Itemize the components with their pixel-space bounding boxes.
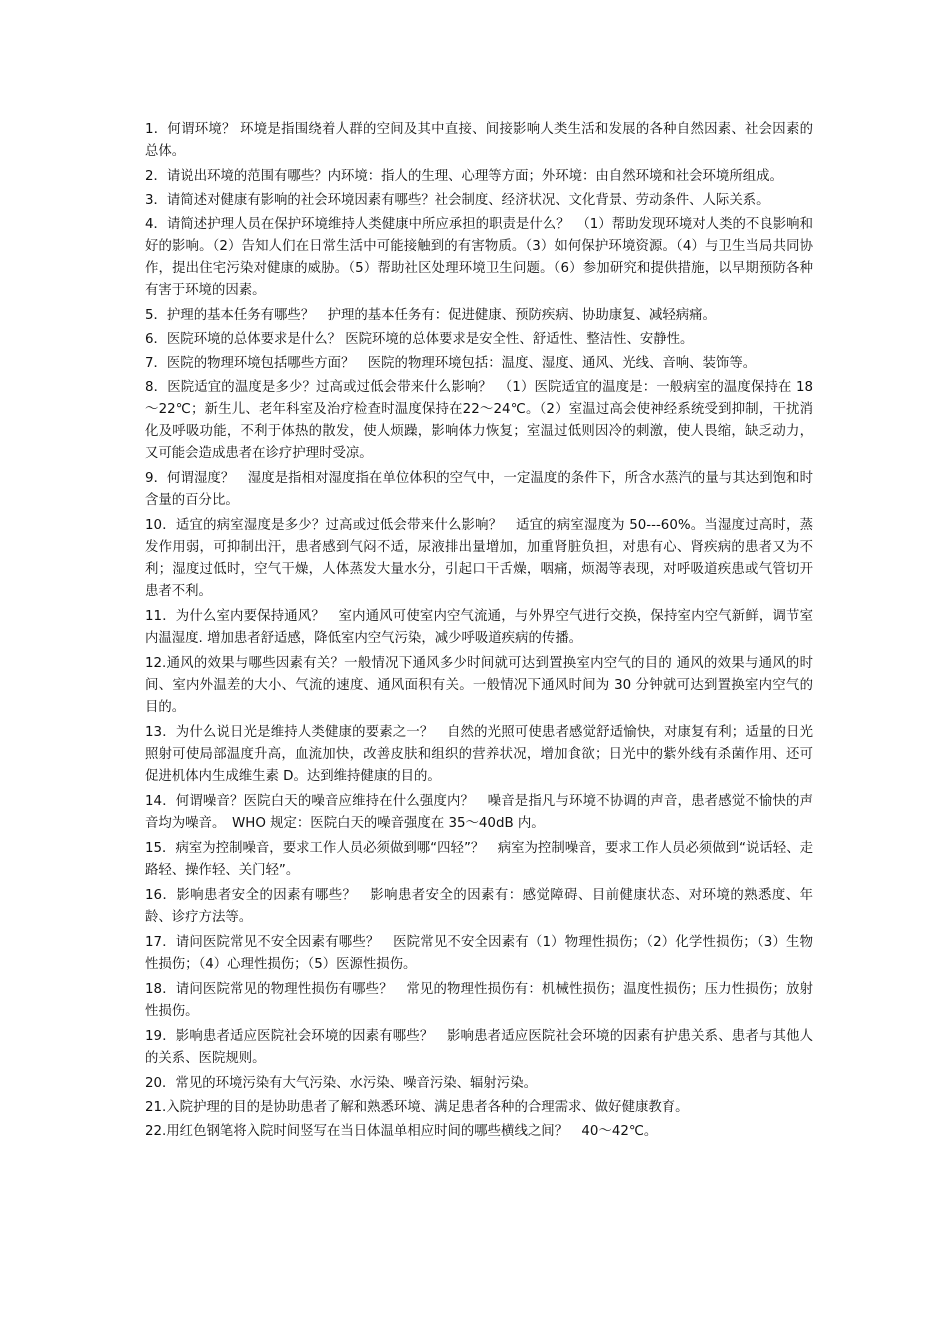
qa-item-8: 8．医院适宜的温度是多少？过高或过低会带来什么影响？ （1）医院适宜的温度是：一般病室的温度保持在 18～22℃；新生儿、老年科室及治疗检查时温度保持在22～24℃。（2）室温过高会使神经系统受到抑制，干扰消化及呼吸功能，不利于体热的散发，使人烦躁，影响体力恢复；室温过低则因冷的刺激，使人畏缩，缺乏动力，又可能会造成患者在诊疗护理时受凉。 bbox=[145, 380, 813, 461]
qa-item-15: 15．病室为控制噪音，要求工作人员必须做到哪“四轻”？ 病室为控制噪音，要求工作人员必须做到“说话轻、走路轻、操作轻、关门轻”。 bbox=[145, 841, 813, 878]
qa-item-11: 11．为什么室内要保持通风？ 室内通风可使室内空气流通，与外界空气进行交换，保持室内空气新鲜，调节室内温湿度. 增加患者舒适感，降低室内空气污染，减少呼吸道疾病的传播。 bbox=[145, 609, 813, 646]
qa-item-3: 3．请简述对健康有影响的社会环境因素有哪些？社会制度、经济状况、文化背景、劳动条件、人际关系。 bbox=[145, 193, 770, 208]
qa-item-5: 5．护理的基本任务有哪些？ 护理的基本任务有：促进健康、预防疾病、协助康复、减轻病痛。 bbox=[145, 308, 716, 323]
qa-item-12: 12.通风的效果与哪些因素有关？一般情况下通风多少时间就可达到置换室内空气的目的 通风的效果与通风的时间、室内外温差的大小、气流的速度、通风面积有关。一般情况下通风时间为 30 分钟就可达到置换室内空气的目的。 bbox=[145, 656, 813, 715]
qa-item-16: 16．影响患者安全的因素有哪些？ 影响患者安全的因素有：感觉障碍、目前健康状态、对环境的熟悉度、年龄、诊疗方法等。 bbox=[145, 888, 813, 925]
qa-item-4: 4．请简述护理人员在保护环境维持人类健康中所应承担的职责是什么？ （1）帮助发现环境对人类的不良影响和好的影响。（2）告知人们在日常生活中可能接触到的有害物质。（3）如何保护环境资源。（4）与卫生当局共同协作，提出住宅污染对健康的威胁。（5）帮助社区处理环境卫生问题。（6）参加研究和提供措施，以早期预防各种有害于环境的因素。 bbox=[145, 217, 813, 298]
qa-item-18: 18．请问医院常见的物理性损伤有哪些？ 常见的物理性损伤有：机械性损伤；温度性损伤；压力性损伤；放射性损伤。 bbox=[145, 982, 813, 1019]
qa-item-2: 2．请说出环境的范围有哪些？内环境：指人的生理、心理等方面；外环境：由自然环境和社会环境所组成。 bbox=[145, 169, 783, 184]
qa-item-1: 1．何谓环境？ 环境是指围绕着人群的空间及其中直接、间接影响人类生活和发展的各种自然因素、社会因素的总体。 bbox=[145, 122, 813, 159]
qa-item-6: 6．医院环境的总体要求是什么？ 医院环境的总体要求是安全性、舒适性、整洁性、安静性。 bbox=[145, 332, 694, 347]
qa-item-10: 10．适宜的病室湿度是多少？过高或过低会带来什么影响？ 适宜的病室湿度为 50---60%。当湿度过高时，蒸发作用弱，可抑制出汗，患者感到气闷不适，尿液排出量增加，加重肾脏负担，对患有心、肾疾病的患者又为不利；湿度过低时，空气干燥，人体蒸发大量水分，引起口干舌燥，咽痛，烦渴等表现，对呼吸道疾患或气管切开患者不利。 bbox=[145, 518, 813, 599]
qa-item-19: 19．影响患者适应医院社会环境的因素有哪些？ 影响患者适应医院社会环境的因素有护患关系、患者与其他人的关系、医院规则。 bbox=[145, 1029, 813, 1066]
qa-item-20: 20．常见的环境污染有大气污染、水污染、噪音污染、辐射污染。 bbox=[145, 1076, 537, 1091]
qa-item-21: 21.入院护理的目的是协助患者了解和熟悉环境、满足患者各种的合理需求、做好健康教育。 bbox=[145, 1100, 689, 1115]
qa-item-7: 7．医院的物理环境包括哪些方面？ 医院的物理环境包括：温度、湿度、通风、光线、音响、装饰等。 bbox=[145, 356, 757, 371]
qa-item-22: 22.用红色钢笔将入院时间竖写在当日体温单相应时间的哪些横线之间？ 40～42℃。 bbox=[145, 1124, 658, 1139]
qa-item-13: 13．为什么说日光是维持人类健康的要素之一？ 自然的光照可使患者感觉舒适愉快，对康复有利；适量的日光照射可使局部温度升高，血流加快，改善皮肤和组织的营养状况，增加食欲；日光中的紫外线有杀菌作用、还可促进机体内生成维生素 D。达到维持健康的目的。 bbox=[145, 725, 813, 784]
qa-item-14: 14．何谓噪音？医院白天的噪音应维持在什么强度内？ 噪音是指凡与环境不协调的声音，患者感觉不愉快的声音均为噪音。 WHO 规定：医院白天的噪音强度在 35～40dB 内。 bbox=[145, 794, 813, 831]
qa-item-9: 9．何谓湿度？ 湿度是指相对湿度指在单位体积的空气中，一定温度的条件下，所含水蒸汽的量与其达到饱和时含量的百分比。 bbox=[145, 471, 813, 508]
qa-item-17: 17．请问医院常见不安全因素有哪些？ 医院常见不安全因素有（1）物理性损伤；（2）化学性损伤；（3）生物性损伤；（4）心理性损伤；（5）医源性损伤。 bbox=[145, 935, 813, 972]
document-body bbox=[145, 119, 813, 1145]
